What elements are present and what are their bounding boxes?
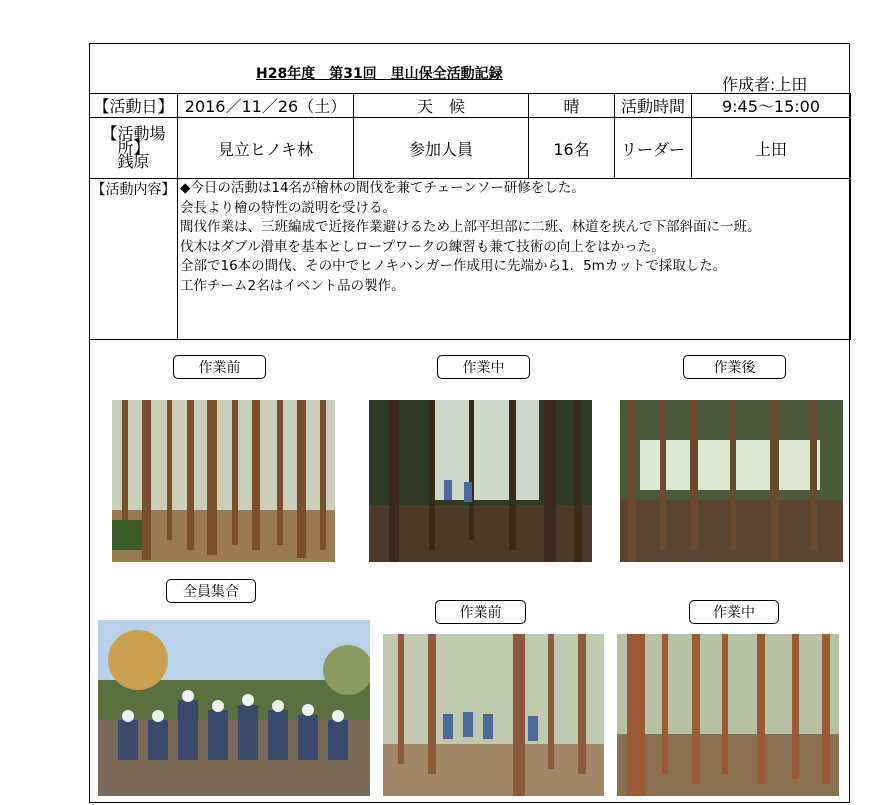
photo-label-before-2: 作業前 <box>435 600 526 624</box>
forest-photo-before-1 <box>112 400 335 562</box>
content-label: 【活動内容】 <box>90 179 178 340</box>
photo-label-during-1: 作業中 <box>437 355 530 379</box>
content-line: 伐木はダブル滑車を基本としロープワークの練習も兼て技術の向上をはかった。 <box>180 238 665 255</box>
leader-value: 上田 <box>692 118 851 179</box>
participants-value: 16名 <box>529 118 615 179</box>
photo-label-during-2: 作業中 <box>689 600 779 624</box>
content-line: 工作チーム2名はイベント品の製作。 <box>180 277 405 294</box>
time-value: 9:45〜15:00 <box>692 94 851 118</box>
participants-label: 参加人員 <box>354 118 529 179</box>
weather-label: 天 候 <box>354 94 529 118</box>
time-label: 活動時間 <box>615 94 692 118</box>
content-line: 間伐作業は、三班編成で近接作業避けるため上部平坦部に二班、林道を挟んで下部斜面に一班。 <box>180 219 761 235</box>
place-label-line1: 【活動場所】 <box>101 124 166 157</box>
date-label: 【活動日】 <box>90 94 178 118</box>
weather-value: 晴 <box>529 94 615 118</box>
place-label-line2: 銭原 <box>117 152 150 171</box>
forest-photo-after-1 <box>620 400 843 562</box>
content-text <box>178 179 851 340</box>
date-value: 2016／11／26（土） <box>178 94 354 118</box>
place-label <box>90 118 178 179</box>
photo-label-before-1: 作業前 <box>173 355 266 379</box>
forest-photo-during-2 <box>617 634 839 796</box>
record-table <box>89 93 851 340</box>
content-line: 全部で16本の間伐、その中でヒノキハンガー作成用に先端から1．5mカットで採取した。 <box>180 258 727 274</box>
photo-label-after-1: 作業後 <box>683 355 786 379</box>
page-title: H28年度 第31回 里山保全活動記録 <box>256 66 503 82</box>
forest-photo-during-1 <box>369 400 592 562</box>
content-line: ◆今日の活動は14名が檜林の間伐を兼てチェーンソー研修をした。 <box>180 180 585 196</box>
place-value: 見立ヒノキ林 <box>178 118 354 179</box>
author-label: 作成者:上田 <box>722 75 808 94</box>
photo-label-group: 全員集合 <box>166 579 256 603</box>
forest-photo-before-2 <box>383 634 604 796</box>
leader-label: リーダー <box>615 118 692 179</box>
group-photo <box>98 620 370 796</box>
content-line: 会長より檜の特性の説明を受ける。 <box>180 199 396 216</box>
